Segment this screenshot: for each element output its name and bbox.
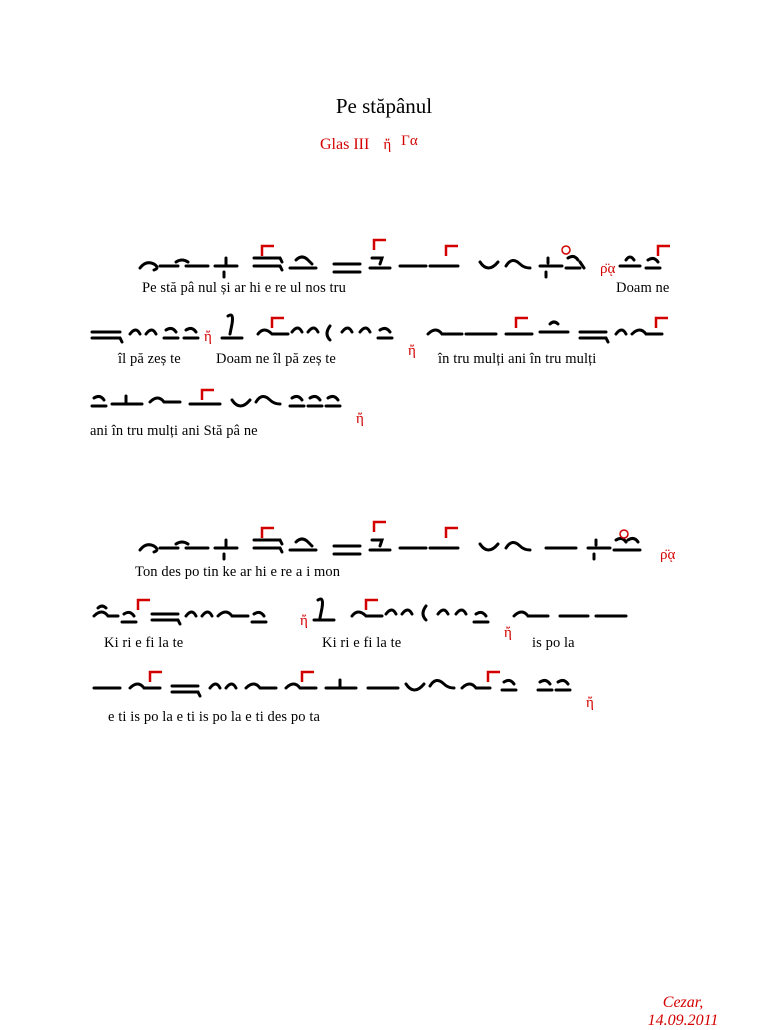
- neume-row-6: [94, 680, 570, 696]
- signature: [628, 994, 738, 1030]
- neume-row-5: [94, 599, 626, 624]
- neume-row-3: [92, 396, 340, 406]
- neume-row-4: [140, 538, 640, 559]
- neume-row-1: [140, 256, 660, 277]
- lyrics-line-3: ani în tru mulți ani Stă pâ ne: [90, 423, 258, 439]
- martyria-2: ἤ: [204, 329, 212, 345]
- lyrics-line-2-mid: Doam ne îl pă zeș te: [216, 351, 336, 367]
- greek-martyria-2: ἤ: [300, 613, 308, 629]
- martyria-3: ἤ: [408, 343, 416, 359]
- lyrics-line-1-end: Doam ne: [616, 280, 670, 296]
- signature-name: Cezar,: [662, 994, 704, 1011]
- greek-line-2-end: is po la: [532, 635, 575, 651]
- mode-pitch: Γα: [401, 133, 418, 149]
- lyrics-line-1: Pe stă pâ nul și ar hi e re ul nos tru: [142, 280, 346, 296]
- greek-martyria-3: ἤ: [504, 625, 512, 641]
- lyrics-line-2: îl pă zeș te: [118, 351, 181, 367]
- greek-line-1: Ton des po tin ke ar hi e re a i mon: [135, 564, 341, 580]
- page-title: Pe stăpânul: [335, 94, 433, 118]
- mode-symbol: ἤ: [383, 137, 392, 153]
- greek-martyria-4: ἤ: [586, 695, 594, 711]
- greek-martyria-1: ρ̈ᾳ: [660, 547, 676, 563]
- signature-date: 14.09.2011: [647, 1012, 719, 1029]
- mode-label: Glas III: [320, 136, 370, 153]
- greek-line-2: Ki ri e fi la te: [104, 635, 184, 651]
- greek-line-3: e ti is po la e ti is po la e ti des po ta: [108, 709, 320, 725]
- greek-line-2-mid: Ki ri e fi la te: [322, 635, 402, 651]
- martyria-4: ἤ: [356, 411, 364, 427]
- neume-row-2: [92, 315, 662, 342]
- martyria-1: ρ̈ᾳ: [600, 261, 616, 277]
- lyrics-line-2-end: în tru mulți ani în tru mulți: [438, 351, 597, 367]
